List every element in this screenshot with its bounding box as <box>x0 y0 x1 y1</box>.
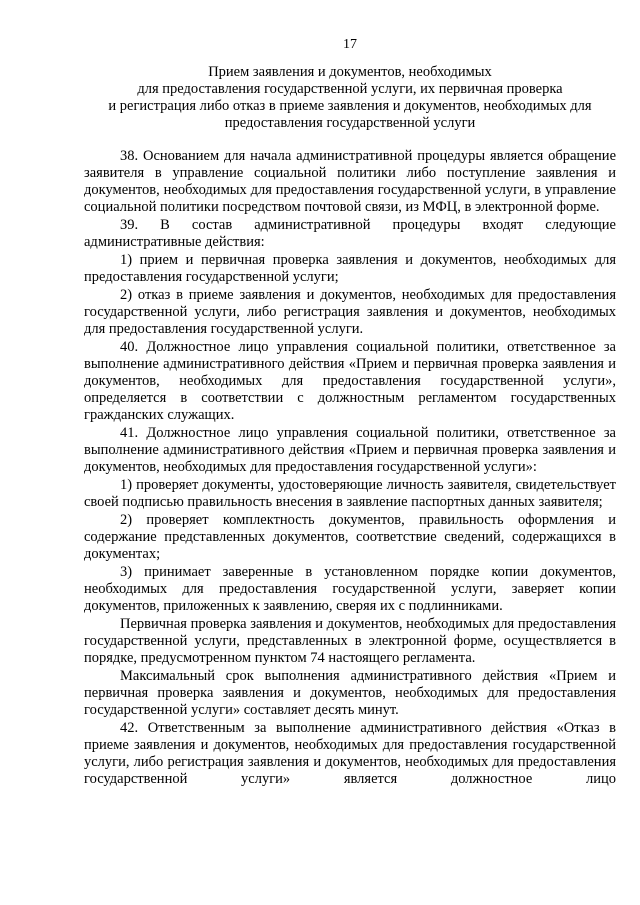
title-line: предоставления государственной услуги <box>224 115 476 131</box>
title-line: для предоставления государственной услуги, их первичная проверка <box>137 81 563 97</box>
paragraph-38: 38. Основанием для начала административной процедуры является обращение заявителя в управление социальной политики либо поступление заявления и документов, необходимых для предоставления государственной услуги, в управление социальной политики посредством почтовой связи, из МФЦ, в электронной форме. <box>84 148 616 215</box>
paragraph-41-item-2: 2) проверяет комплектность документов, правильность оформления и содержание представленных документов, соответствие сведений, содержащихся в документах; <box>84 512 616 562</box>
page-number: 17 <box>343 37 357 52</box>
paragraph-electronic-check: Первичная проверка заявления и документов, необходимых для предоставления государственной услуги, представленных в электронной форме, осуществляется в порядке, предусмотренном пунктом 74 настоящего регламента. <box>84 616 616 666</box>
paragraph-39-item-1: 1) прием и первичная проверка заявления и документов, необходимых для предоставления государственной услуги; <box>84 252 616 285</box>
paragraph-41-item-3: 3) принимает заверенные в установленном порядке копии документов, необходимых для предоставления государственной услуги, заверяет копии документов, приложенных к заявлению, сверяя их с подлинниками. <box>84 564 616 614</box>
paragraph-39-item-2: 2) отказ в приеме заявления и документов, необходимых для предоставления государственной услуги, либо регистрация заявления и документов, необходимых для предоставления государственной услуги. <box>84 287 616 337</box>
paragraph-42: 42. Ответственным за выполнение административного действия «Отказ в приеме заявления и документов, необходимых для предоставления государственной услуги, либо регистрация заявления и документов, необходимых для предоставления государственной услуги» является должностное лицо <box>84 720 616 787</box>
title-line: Прием заявления и документов, необходимых <box>208 64 492 80</box>
document-body <box>84 148 616 788</box>
title-line: и регистрация либо отказ в приеме заявления и документов, необходимых для <box>108 98 592 114</box>
paragraph-41-item-1: 1) проверяет документы, удостоверяющие личность заявителя, свидетельствует своей подписью правильность внесения в заявление паспортных данных заявителя; <box>84 477 616 510</box>
paragraph-40: 40. Должностное лицо управления социальной политики, ответственное за выполнение административного действия «Прием и первичная проверка заявления и документов, необходимых для предоставления государственной услуги», определяется в соответствии с должностным регламентом государственных гражданских служащих. <box>84 339 616 423</box>
paragraph-39: 39. В состав административной процедуры входят следующие административные действия: <box>84 217 616 250</box>
paragraph-41: 41. Должностное лицо управления социальной политики, ответственное за выполнение административного действия «Прием и первичная проверка заявления и документов, необходимых для предоставления государственной услуги»: <box>84 425 616 475</box>
paragraph-max-duration: Максимальный срок выполнения административного действия «Прием и первичная проверка заявления и документов, необходимых для предоставления государственной услуги» составляет десять минут. <box>84 668 616 718</box>
document-page <box>84 36 616 789</box>
section-title <box>84 64 616 132</box>
